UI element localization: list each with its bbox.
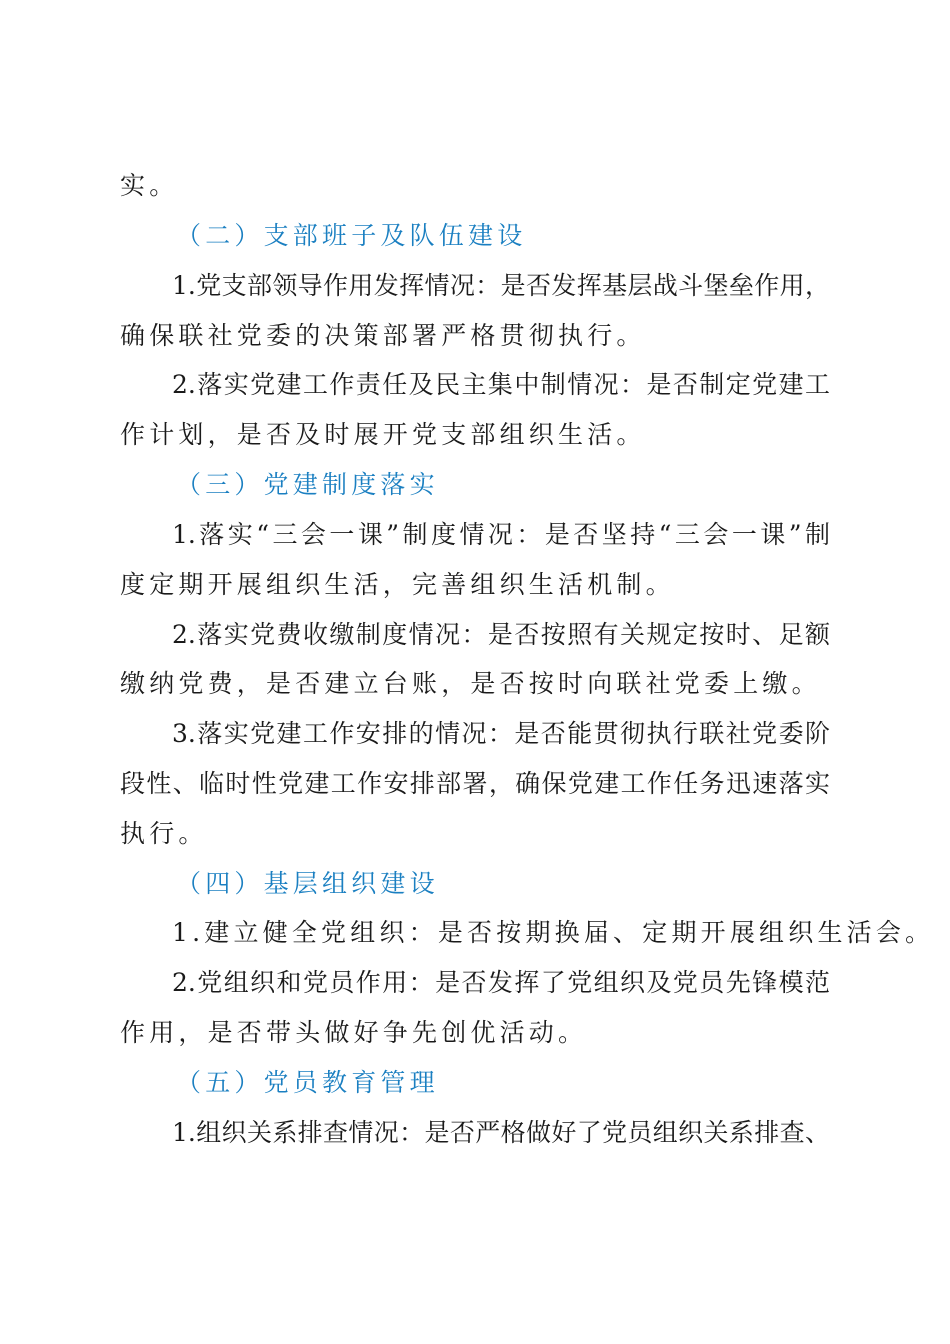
paragraph-line: 1.党支部领导作用发挥情况：是否发挥基层战斗堡垒作用， — [172, 271, 830, 300]
paragraph-line: 2.落实党建工作责任及民主集中制情况：是否制定党建工 — [172, 370, 830, 399]
paragraph-line: 度定期开展组织生活，完善组织生活机制。 — [120, 570, 675, 599]
paragraph-line: 2.落实党费收缴制度情况：是否按照有关规定按时、足额 — [172, 620, 830, 649]
paragraph-line: 作用，是否带头做好争先创优活动。 — [120, 1018, 588, 1047]
paragraph-line: 1.落实“三会一课”制度情况：是否坚持“三会一课”制 — [172, 520, 830, 549]
section-heading-4: （四）基层组织建设 — [176, 869, 439, 898]
paragraph-line: 3.落实党建工作安排的情况：是否能贯彻执行联社党委阶 — [172, 719, 830, 748]
paragraph-line: 2.党组织和党员作用：是否发挥了党组织及党员先锋模范 — [172, 968, 830, 997]
paragraph-line: 段性、临时性党建工作安排部署，确保党建工作任务迅速落实 — [120, 769, 830, 798]
section-heading-2: （二）支部班子及队伍建设 — [176, 221, 527, 250]
paragraph-line: 1.建立健全党组织：是否按期换届、定期开展组织生活会。 — [172, 918, 935, 947]
paragraph-line: 执行。 — [120, 819, 208, 848]
section-heading-3: （三）党建制度落实 — [176, 470, 439, 499]
paragraph-line: 缴纳党费，是否建立台账，是否按时向联社党委上缴。 — [120, 669, 821, 698]
paragraph-line: 确保联社党委的决策部署严格贯彻执行。 — [120, 321, 646, 350]
paragraph-line: 作计划，是否及时展开党支部组织生活。 — [120, 420, 646, 449]
section-heading-5: （五）党员教育管理 — [176, 1068, 439, 1097]
paragraph-continuation: 实。 — [120, 171, 179, 200]
paragraph-line: 1.组织关系排查情况：是否严格做好了党员组织关系排查、 — [172, 1118, 830, 1147]
